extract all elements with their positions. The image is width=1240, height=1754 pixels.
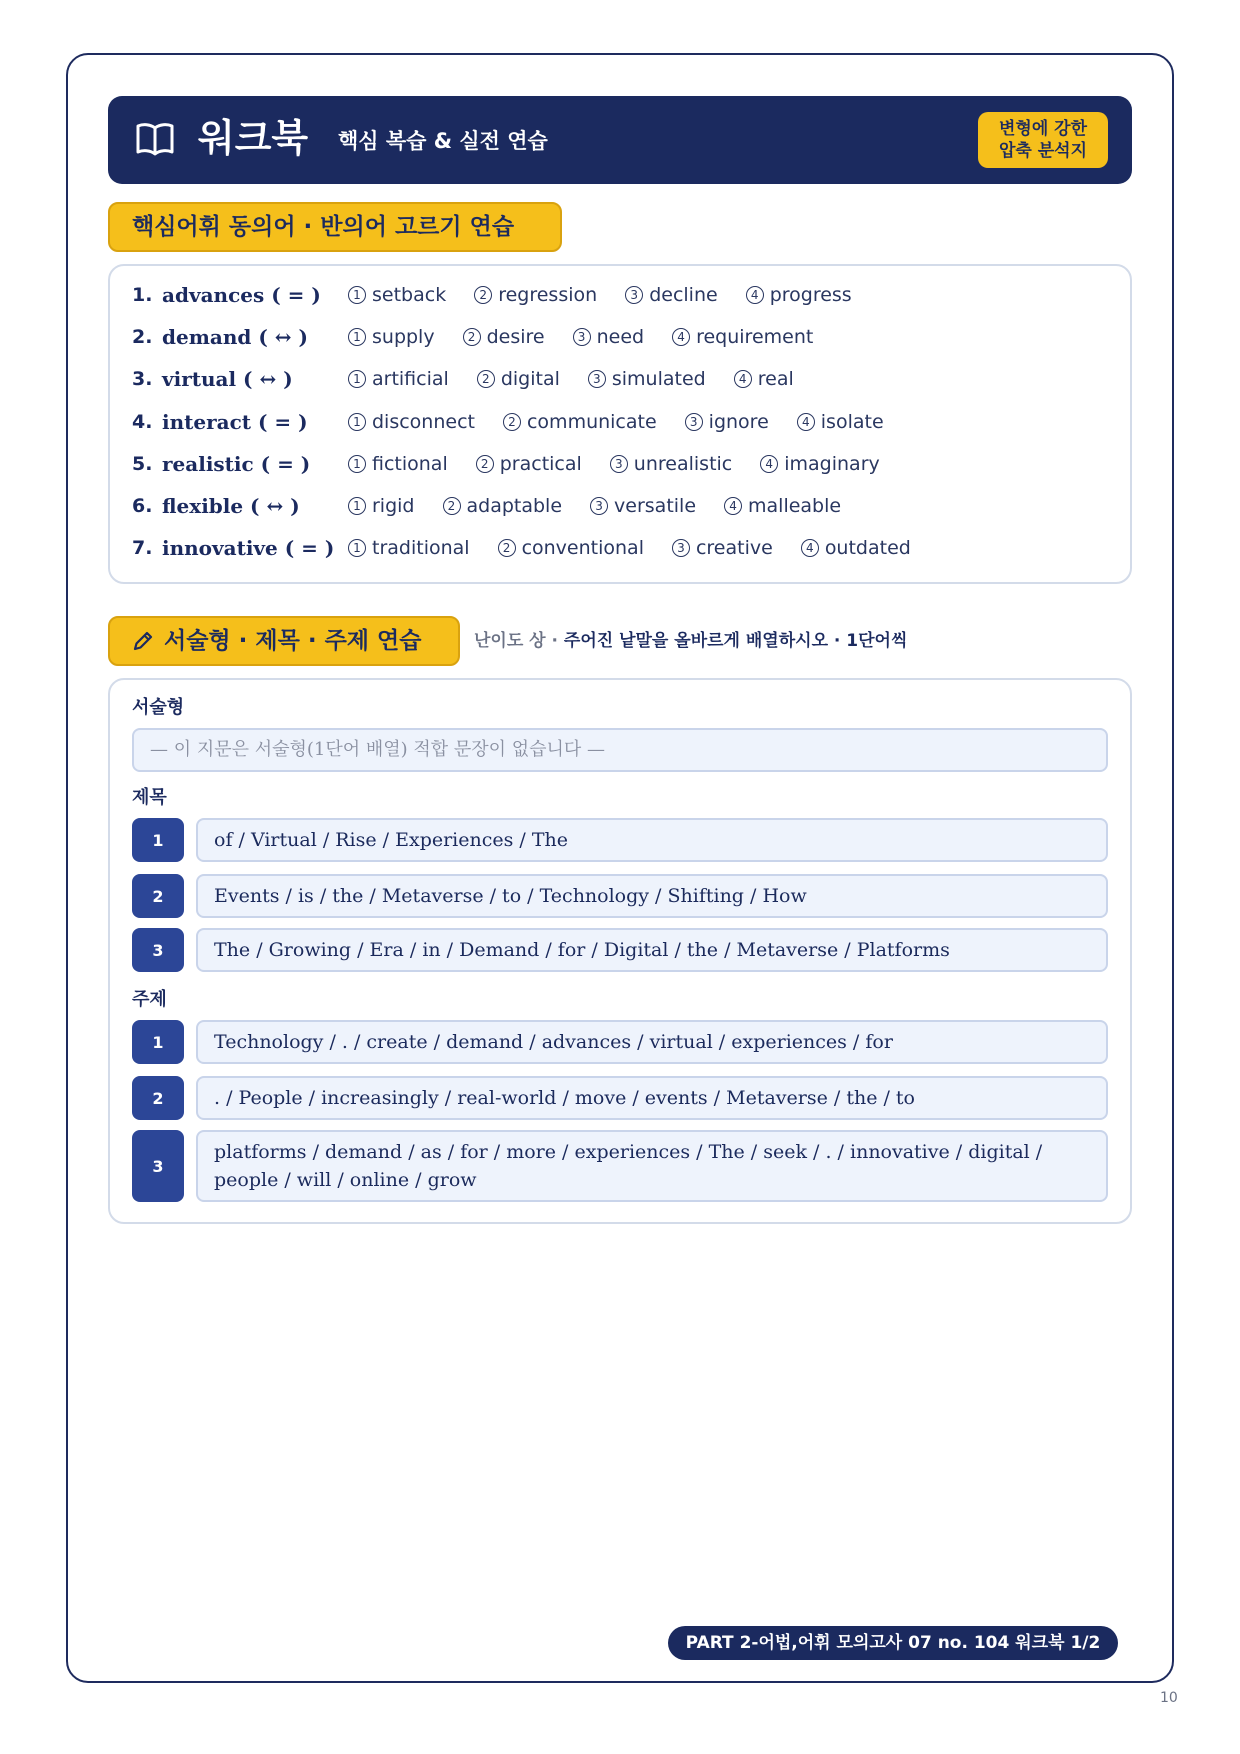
vocab-question [132, 280, 880, 310]
badge-line-2: 압축 분석지 [998, 141, 1088, 161]
answer-option[interactable] [588, 364, 706, 394]
option-marker: 4 [801, 539, 819, 557]
title-label: 제목 [132, 787, 167, 808]
word-scramble: Technology / . / create / demand / advances / virtual / experiences / for [196, 1020, 1108, 1064]
word-scramble: of / Virtual / Rise / Experiences / The [196, 818, 1108, 862]
topic-label: 주제 [132, 989, 167, 1010]
option-marker: 2 [463, 328, 481, 346]
word-scramble: . / People / increasingly / real-world / move / events / Metaverse / the / to [196, 1076, 1108, 1120]
answer-options [348, 491, 869, 521]
answer-options [348, 364, 822, 394]
title-item [132, 818, 1108, 862]
essay-label: 서술형 [132, 697, 185, 718]
option-marker: 3 [625, 286, 643, 304]
option-marker: 3 [672, 539, 690, 557]
answer-option[interactable] [348, 322, 435, 352]
question-number: 5. [132, 453, 153, 475]
option-text: digital [500, 368, 560, 390]
title-item [132, 928, 1108, 972]
option-text: artificial [372, 368, 449, 390]
answer-option[interactable] [443, 491, 563, 521]
option-marker: 4 [746, 286, 764, 304]
option-marker: 2 [477, 370, 495, 388]
option-marker: 2 [503, 413, 521, 431]
writing-section-title: 서술형 · 제목 · 주제 연습 [164, 628, 422, 654]
option-marker: 1 [348, 286, 366, 304]
answer-options [348, 449, 908, 479]
difficulty-label: 난이도 상 · [474, 631, 564, 651]
option-marker: 3 [685, 413, 703, 431]
title-item [132, 874, 1108, 918]
answer-option[interactable] [477, 364, 560, 394]
topic-item [132, 1130, 1108, 1202]
question-word: demand ( ↔ ) [162, 325, 308, 349]
answer-options [348, 280, 880, 310]
option-text: ignore [708, 411, 769, 433]
item-number-badge: 3 [132, 928, 184, 972]
item-number-badge: 2 [132, 874, 184, 918]
answer-options [348, 322, 841, 352]
answer-option[interactable] [503, 407, 657, 437]
option-text: unrealistic [633, 453, 733, 475]
word-scramble: platforms / demand / as / for / more / experiences / The / seek / . / innovative / digital / people / will / online / grow [196, 1130, 1108, 1202]
essay-placeholder-box: — 이 지문은 서술형(1단어 배열) 적합 문장이 없습니다 — [132, 728, 1108, 772]
vocab-panel [108, 264, 1132, 584]
answer-option[interactable] [476, 449, 582, 479]
question-word: flexible ( ↔ ) [162, 494, 300, 518]
question-number: 6. [132, 495, 153, 517]
option-marker: 1 [348, 328, 366, 346]
answer-option[interactable] [498, 533, 644, 563]
item-number-badge: 1 [132, 1020, 184, 1064]
answer-options [348, 533, 939, 563]
answer-option[interactable] [760, 449, 880, 479]
option-text: rigid [372, 495, 415, 517]
answer-option[interactable] [672, 533, 773, 563]
vocab-question [132, 364, 822, 394]
item-number-badge: 1 [132, 818, 184, 862]
question-number: 2. [132, 326, 153, 348]
option-marker: 1 [348, 413, 366, 431]
header-badge [978, 112, 1108, 168]
option-text: setback [372, 284, 447, 306]
question-word: virtual ( ↔ ) [162, 367, 293, 391]
option-marker: 2 [474, 286, 492, 304]
option-text: simulated [611, 368, 706, 390]
badge-line-1: 변형에 강한 [998, 119, 1088, 139]
option-text: fictional [372, 453, 448, 475]
question-word: realistic ( = ) [162, 452, 311, 476]
option-marker: 4 [797, 413, 815, 431]
option-text: traditional [372, 537, 470, 559]
workbook-header [108, 96, 1132, 184]
option-text: conventional [521, 537, 644, 559]
option-text: versatile [614, 495, 697, 517]
option-marker: 2 [476, 455, 494, 473]
answer-option[interactable] [685, 407, 769, 437]
option-marker: 3 [573, 328, 591, 346]
topic-item [132, 1076, 1108, 1120]
option-marker: 1 [348, 455, 366, 473]
answer-option[interactable] [797, 407, 884, 437]
question-word: interact ( = ) [162, 410, 308, 434]
option-marker: 3 [588, 370, 606, 388]
option-marker: 1 [348, 497, 366, 515]
vocab-question [132, 533, 939, 563]
option-marker: 2 [443, 497, 461, 515]
topic-item [132, 1020, 1108, 1064]
question-number: 3. [132, 368, 153, 390]
option-text: imaginary [784, 453, 880, 475]
option-text: real [757, 368, 794, 390]
answer-option[interactable] [672, 322, 813, 352]
option-text: progress [769, 284, 852, 306]
vocab-question [132, 407, 912, 437]
option-marker: 4 [724, 497, 742, 515]
answer-option[interactable] [348, 364, 449, 394]
option-marker: 1 [348, 370, 366, 388]
option-text: decline [649, 284, 718, 306]
option-marker: 1 [348, 539, 366, 557]
writing-panel [108, 678, 1132, 1224]
option-marker: 4 [734, 370, 752, 388]
option-text: creative [695, 537, 773, 559]
option-text: communicate [526, 411, 657, 433]
question-number: 1. [132, 284, 153, 306]
answer-options [348, 407, 912, 437]
option-text: isolate [820, 411, 884, 433]
item-number-badge: 3 [132, 1130, 184, 1202]
option-text: adaptable [466, 495, 563, 517]
option-text: malleable [748, 495, 842, 517]
answer-option[interactable] [463, 322, 545, 352]
writing-section-tab [108, 616, 460, 666]
header-subtitle: 핵심 복습 & 실전 연습 [338, 129, 548, 153]
option-marker: 4 [672, 328, 690, 346]
vocab-question [132, 449, 908, 479]
question-word: advances ( = ) [162, 283, 321, 307]
option-text: desire [486, 326, 545, 348]
option-text: disconnect [372, 411, 475, 433]
vocab-question [132, 322, 841, 352]
question-word: innovative ( = ) [162, 536, 335, 560]
option-text: need [596, 326, 645, 348]
book-icon [136, 122, 174, 156]
vocab-section-title: 핵심어휘 동의어 · 반의어 고르기 연습 [108, 202, 562, 252]
option-text: requirement [696, 326, 814, 348]
answer-option[interactable] [573, 322, 644, 352]
word-scramble: Events / is / the / Metaverse / to / Technology / Shifting / How [196, 874, 1108, 918]
instruction-text: 주어진 낱말을 올바르게 배열하시오 · 1단어씩 [563, 631, 908, 651]
word-scramble: The / Growing / Era / in / Demand / for / Digital / the / Metaverse / Platforms [196, 928, 1108, 972]
option-text: regression [498, 284, 598, 306]
answer-option[interactable] [801, 533, 911, 563]
option-marker: 3 [610, 455, 628, 473]
answer-option[interactable] [610, 449, 732, 479]
writing-instruction [474, 628, 907, 654]
page-number: 10 [1160, 1690, 1178, 1706]
option-text: practical [499, 453, 582, 475]
question-number: 7. [132, 537, 153, 559]
footer-label: PART 2-어법,어휘 모의고사 07 no. 104 워크북 1/2 [668, 1626, 1118, 1660]
option-text: outdated [824, 537, 911, 559]
answer-option[interactable] [348, 407, 475, 437]
item-number-badge: 2 [132, 1076, 184, 1120]
answer-option[interactable] [590, 491, 696, 521]
header-title: 워크북 [198, 116, 309, 160]
answer-option[interactable] [734, 364, 794, 394]
answer-option[interactable] [348, 533, 470, 563]
question-number: 4. [132, 411, 153, 433]
answer-option[interactable] [474, 280, 597, 310]
answer-option[interactable] [746, 280, 852, 310]
pencil-icon [132, 630, 154, 652]
answer-option[interactable] [348, 491, 415, 521]
answer-option[interactable] [348, 449, 448, 479]
answer-option[interactable] [348, 280, 446, 310]
option-marker: 3 [590, 497, 608, 515]
option-marker: 2 [498, 539, 516, 557]
answer-option[interactable] [724, 491, 841, 521]
option-text: supply [372, 326, 435, 348]
option-marker: 4 [760, 455, 778, 473]
vocab-question [132, 491, 869, 521]
answer-option[interactable] [625, 280, 718, 310]
